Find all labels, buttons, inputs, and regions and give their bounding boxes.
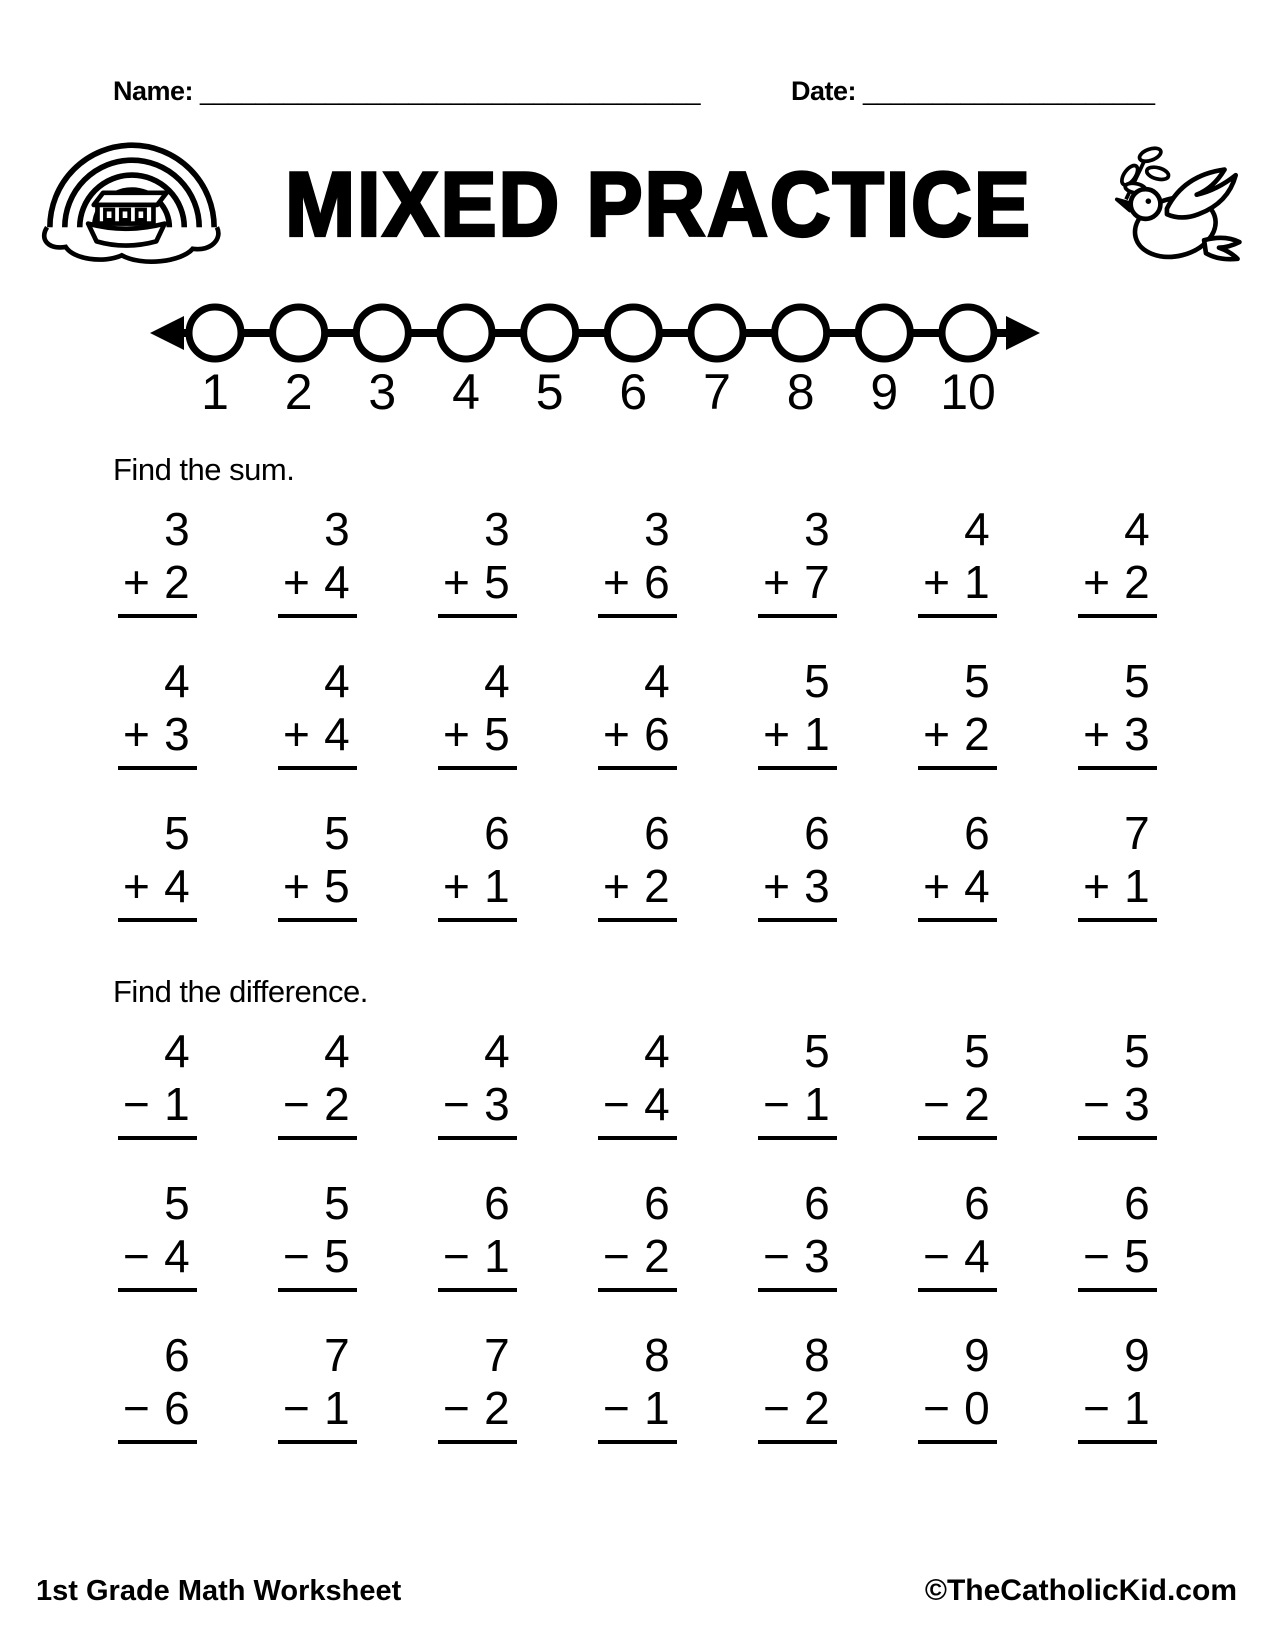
- bottom-operand: 2: [644, 1230, 670, 1282]
- math-problem: [278, 1025, 357, 1140]
- bottom-operand: 2: [644, 860, 670, 912]
- operator-sign: −: [1083, 1382, 1110, 1434]
- operator-sign: +: [443, 708, 470, 760]
- number-line-point: [691, 307, 743, 359]
- operator-sign: −: [603, 1382, 630, 1434]
- math-problem: [918, 807, 997, 922]
- top-operand: 4: [324, 1025, 350, 1077]
- top-operand: 6: [964, 1177, 990, 1229]
- operator-sign: +: [123, 860, 150, 912]
- bottom-operand: 2: [804, 1382, 830, 1434]
- math-problem: [118, 655, 197, 770]
- math-problem: [438, 1329, 517, 1444]
- number-line-point: [942, 307, 994, 359]
- bottom-operand: 5: [484, 708, 510, 760]
- sum-problems-grid: [118, 503, 1157, 922]
- operator-sign: −: [443, 1382, 470, 1434]
- operator-sign: −: [763, 1382, 790, 1434]
- difference-instruction: Find the difference.: [113, 974, 368, 1009]
- operator-sign: +: [443, 556, 470, 608]
- top-operand: 6: [1124, 1177, 1150, 1229]
- top-operand: 6: [644, 1177, 670, 1229]
- top-operand: 6: [484, 1177, 510, 1229]
- top-operand: 5: [964, 1025, 990, 1077]
- number-line-point: [273, 307, 325, 359]
- top-operand: 5: [964, 655, 990, 707]
- operator-sign: −: [1083, 1230, 1110, 1282]
- top-operand: 4: [964, 503, 990, 555]
- number-line-point: [858, 307, 910, 359]
- operator-sign: +: [123, 556, 150, 608]
- number-line-label: 8: [786, 364, 815, 417]
- math-problem: [598, 1329, 677, 1444]
- top-operand: 3: [644, 503, 670, 555]
- math-problem: [918, 1329, 997, 1444]
- math-problem: [918, 1177, 997, 1292]
- operator-sign: +: [123, 708, 150, 760]
- top-operand: 9: [1124, 1329, 1150, 1381]
- bottom-operand: 1: [644, 1382, 670, 1434]
- math-problem: [1078, 1025, 1157, 1140]
- dove-olive-branch-icon: [1087, 133, 1245, 275]
- math-problem: [438, 1025, 517, 1140]
- top-operand: 4: [484, 1025, 510, 1077]
- footer: [0, 1574, 1275, 1608]
- top-operand: 5: [1124, 1025, 1150, 1077]
- math-problem: [758, 655, 837, 770]
- math-problem: [118, 1329, 197, 1444]
- math-problem: [438, 1177, 517, 1292]
- bottom-operand: 1: [1124, 860, 1150, 912]
- problem-row: [118, 807, 1157, 922]
- bottom-operand: 6: [164, 1382, 190, 1434]
- top-operand: 3: [484, 503, 510, 555]
- sum-instruction: Find the sum.: [113, 452, 295, 487]
- date-field: [791, 76, 1155, 107]
- number-line-point: [189, 307, 241, 359]
- number-line-point: [356, 307, 408, 359]
- bottom-operand: 1: [324, 1382, 350, 1434]
- bottom-operand: 1: [484, 860, 510, 912]
- operator-sign: +: [1083, 556, 1110, 608]
- top-operand: 6: [644, 807, 670, 859]
- number-line-point: [775, 307, 827, 359]
- operator-sign: +: [763, 708, 790, 760]
- operator-sign: +: [443, 860, 470, 912]
- bottom-operand: 5: [324, 860, 350, 912]
- bottom-operand: 4: [164, 860, 190, 912]
- bottom-operand: 5: [324, 1230, 350, 1282]
- operator-sign: −: [763, 1078, 790, 1130]
- top-operand: 5: [804, 1025, 830, 1077]
- top-operand: 8: [644, 1329, 670, 1381]
- top-operand: 5: [324, 807, 350, 859]
- operator-sign: +: [283, 556, 310, 608]
- bottom-operand: 1: [1124, 1382, 1150, 1434]
- top-operand: 7: [484, 1329, 510, 1381]
- math-problem: [758, 1025, 837, 1140]
- number-line-point: [440, 307, 492, 359]
- footer-copyright: ©TheCatholicKid.com: [924, 1574, 1237, 1607]
- top-operand: 6: [164, 1329, 190, 1381]
- number-line-label: 1: [201, 364, 229, 417]
- bottom-operand: 7: [804, 556, 830, 608]
- worksheet-title: MIXED PRACTICE: [285, 152, 1032, 255]
- math-problem: [278, 1177, 357, 1292]
- math-problem: [118, 503, 197, 618]
- operator-sign: +: [283, 860, 310, 912]
- math-problem: [918, 655, 997, 770]
- number-line-label: 9: [870, 364, 899, 417]
- operator-sign: +: [603, 860, 630, 912]
- footer-worksheet-label: 1st Grade Math Worksheet: [36, 1575, 402, 1607]
- top-operand: 4: [644, 1025, 670, 1077]
- operator-sign: −: [1083, 1078, 1110, 1130]
- difference-problems-grid: [118, 1025, 1157, 1444]
- bottom-operand: 1: [804, 708, 830, 760]
- number-line-label: 7: [703, 364, 731, 417]
- operator-sign: −: [603, 1078, 630, 1130]
- math-problem: [1078, 655, 1157, 770]
- operator-sign: +: [923, 860, 950, 912]
- top-operand: 8: [804, 1329, 830, 1381]
- math-problem: [1078, 1329, 1157, 1444]
- top-operand: 5: [164, 1177, 190, 1229]
- problem-row: [118, 1025, 1157, 1140]
- operator-sign: −: [603, 1230, 630, 1282]
- bottom-operand: 4: [644, 1078, 670, 1130]
- top-operand: 6: [964, 807, 990, 859]
- math-problem: [118, 1177, 197, 1292]
- math-problem: [598, 503, 677, 618]
- operator-sign: −: [923, 1230, 950, 1282]
- top-operand: 3: [804, 503, 830, 555]
- operator-sign: −: [443, 1078, 470, 1130]
- problem-row: [118, 1177, 1157, 1292]
- number-line-label: 2: [284, 364, 313, 417]
- number-line-point: [607, 307, 659, 359]
- bottom-operand: 2: [324, 1078, 350, 1130]
- name-label: Name:: [113, 76, 194, 106]
- bottom-operand: 3: [1124, 1078, 1150, 1130]
- top-operand: 5: [1124, 655, 1150, 707]
- top-operand: 4: [164, 1025, 190, 1077]
- top-operand: 7: [324, 1329, 350, 1381]
- bottom-operand: 4: [164, 1230, 190, 1282]
- bottom-operand: 1: [804, 1078, 830, 1130]
- bottom-operand: 2: [164, 556, 190, 608]
- math-problem: [758, 1177, 837, 1292]
- name-date-row: [0, 0, 1275, 107]
- operator-sign: −: [923, 1382, 950, 1434]
- problem-row: [118, 503, 1157, 618]
- top-operand: 4: [164, 655, 190, 707]
- bottom-operand: 0: [964, 1382, 990, 1434]
- top-operand: 5: [804, 655, 830, 707]
- bottom-operand: 4: [324, 708, 350, 760]
- math-problem: [1078, 1177, 1157, 1292]
- operator-sign: −: [123, 1382, 150, 1434]
- top-operand: 9: [964, 1329, 990, 1381]
- operator-sign: +: [763, 860, 790, 912]
- math-problem: [758, 1329, 837, 1444]
- math-problem: [918, 503, 997, 618]
- bottom-operand: 4: [324, 556, 350, 608]
- bottom-operand: 2: [1124, 556, 1150, 608]
- number-line-label: 4: [452, 364, 480, 417]
- math-problem: [118, 807, 197, 922]
- math-problem: [278, 807, 357, 922]
- operator-sign: +: [923, 556, 950, 608]
- bottom-operand: 3: [1124, 708, 1150, 760]
- math-problem: [598, 1177, 677, 1292]
- bottom-operand: 3: [484, 1078, 510, 1130]
- title-banner: [0, 107, 1275, 279]
- number-line-label: 5: [535, 364, 564, 417]
- number-line-label: 3: [368, 364, 397, 417]
- bottom-operand: 5: [1124, 1230, 1150, 1282]
- math-problem: [758, 807, 837, 922]
- number-line-point: [524, 307, 576, 359]
- top-operand: 4: [484, 655, 510, 707]
- math-problem: [438, 807, 517, 922]
- operator-sign: +: [1083, 860, 1110, 912]
- operator-sign: +: [603, 708, 630, 760]
- math-problem: [1078, 503, 1157, 618]
- math-problem: [278, 503, 357, 618]
- math-problem: [918, 1025, 997, 1140]
- bottom-operand: 1: [964, 556, 990, 608]
- operator-sign: −: [443, 1230, 470, 1282]
- top-operand: 6: [804, 807, 830, 859]
- bottom-operand: 4: [964, 860, 990, 912]
- problem-row: [118, 655, 1157, 770]
- math-problem: [598, 1025, 677, 1140]
- operator-sign: −: [283, 1230, 310, 1282]
- top-operand: 3: [324, 503, 350, 555]
- operator-sign: −: [923, 1078, 950, 1130]
- math-problem: [598, 655, 677, 770]
- math-problem: [1078, 807, 1157, 922]
- name-blank-line: ____________________________________: [200, 78, 701, 106]
- number-line-label: 6: [619, 364, 648, 417]
- date-blank-line: _____________________: [863, 78, 1155, 106]
- number-line-label: 10: [940, 364, 996, 417]
- top-operand: 7: [1124, 807, 1150, 859]
- top-operand: 6: [484, 807, 510, 859]
- operator-sign: −: [123, 1230, 150, 1282]
- operator-sign: +: [603, 556, 630, 608]
- bottom-operand: 3: [804, 1230, 830, 1282]
- math-problem: [278, 1329, 357, 1444]
- date-label: Date:: [790, 76, 856, 106]
- top-operand: 5: [324, 1177, 350, 1229]
- name-field: [113, 76, 701, 107]
- top-operand: 5: [164, 807, 190, 859]
- top-operand: 3: [164, 503, 190, 555]
- number-line: [140, 295, 1050, 422]
- operator-sign: −: [763, 1230, 790, 1282]
- number-line-svg: [140, 295, 1050, 417]
- noahs-ark-rainbow-icon: [34, 133, 230, 275]
- top-operand: 4: [1124, 503, 1150, 555]
- top-operand: 6: [804, 1177, 830, 1229]
- bottom-operand: 3: [804, 860, 830, 912]
- bottom-operand: 1: [484, 1230, 510, 1282]
- bottom-operand: 2: [964, 708, 990, 760]
- operator-sign: −: [283, 1382, 310, 1434]
- math-problem: [118, 1025, 197, 1140]
- problem-row: [118, 1329, 1157, 1444]
- bottom-operand: 6: [644, 556, 670, 608]
- bottom-operand: 4: [964, 1230, 990, 1282]
- math-problem: [758, 503, 837, 618]
- math-problem: [598, 807, 677, 922]
- bottom-operand: 3: [164, 708, 190, 760]
- math-problem: [438, 503, 517, 618]
- operator-sign: +: [283, 708, 310, 760]
- bottom-operand: 5: [484, 556, 510, 608]
- operator-sign: −: [283, 1078, 310, 1130]
- operator-sign: +: [923, 708, 950, 760]
- operator-sign: +: [763, 556, 790, 608]
- bottom-operand: 6: [644, 708, 670, 760]
- operator-sign: −: [123, 1078, 150, 1130]
- math-problem: [278, 655, 357, 770]
- bottom-operand: 2: [964, 1078, 990, 1130]
- bottom-operand: 2: [484, 1382, 510, 1434]
- top-operand: 4: [644, 655, 670, 707]
- operator-sign: +: [1083, 708, 1110, 760]
- top-operand: 4: [324, 655, 350, 707]
- math-problem: [438, 655, 517, 770]
- bottom-operand: 1: [164, 1078, 190, 1130]
